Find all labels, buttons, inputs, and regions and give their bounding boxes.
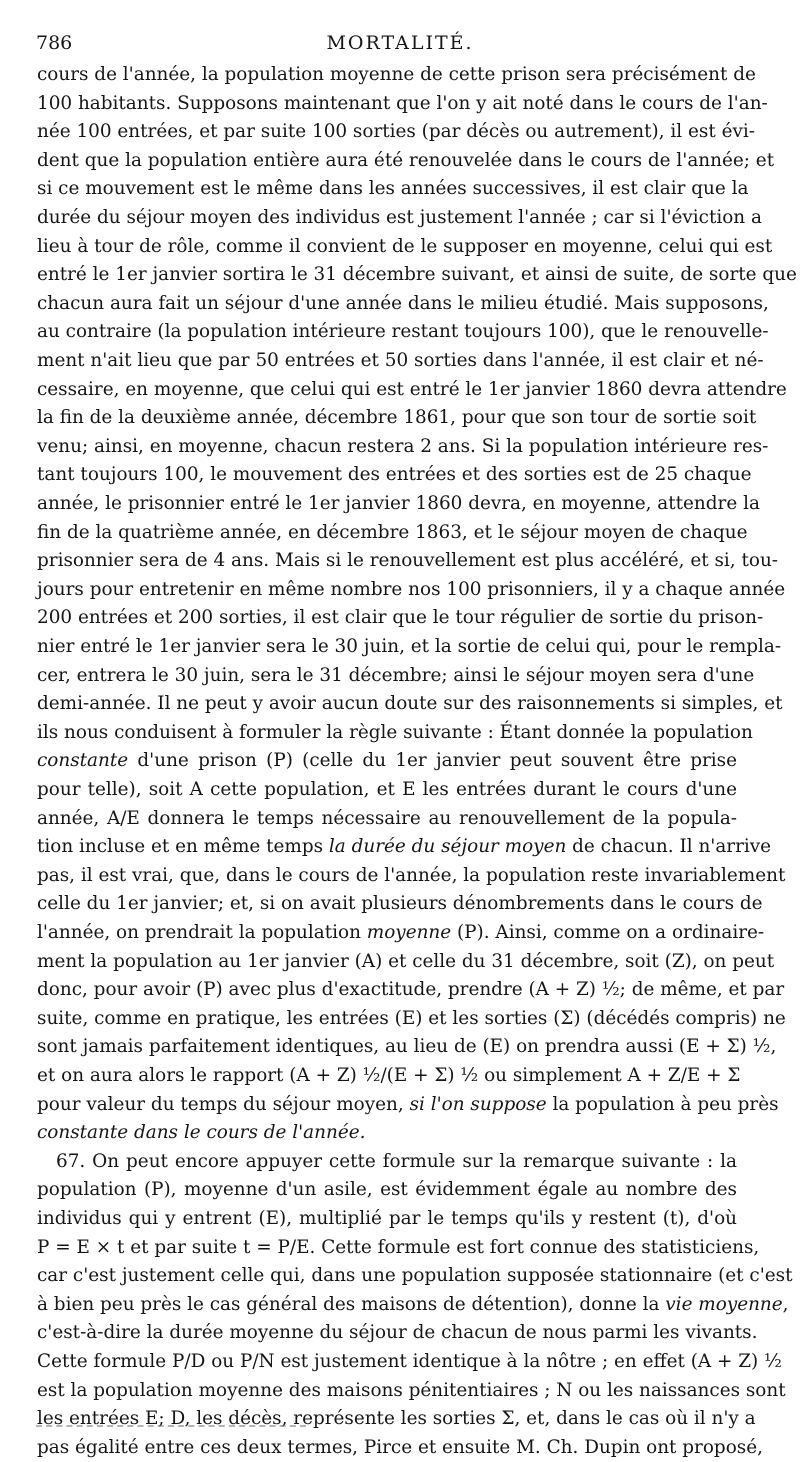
- text-run: de chacun. Il n'arrive: [566, 836, 772, 857]
- text-run: fin de la quatrième année, en décembre 1863, et le séjour moyen de chaque: [37, 522, 748, 543]
- text-line: [37, 661, 755, 690]
- text-line: [56, 1147, 737, 1176]
- text-run: d'une prison (P) (celle du 1er janvier peut souvent être prise: [128, 750, 737, 771]
- text-run: et on aura alors le rapport (A + Z) ½/(E + Σ) ½ ou simplement A + Z/E + Σ: [37, 1065, 741, 1086]
- text-line: [37, 460, 752, 489]
- text-line: [37, 203, 762, 232]
- text-run: (P). Ainsi, comme on a ordinaire-: [451, 922, 765, 943]
- text-line: [37, 918, 765, 947]
- text-run: 67. On peut encore appuyer cette formule sur la remarque suivante : la: [56, 1151, 737, 1172]
- italic-text: vie moyenne: [665, 1294, 783, 1315]
- text-run: individus qui y entrent (E), multiplié par le temps qu'ils y restent (t), d'où: [37, 1208, 737, 1229]
- text-run: cours de l'année, la population moyenne de cette prison sera précisément de: [37, 64, 756, 85]
- text-run: sont jamais parfaitement identiques, au lieu de (E) on prendra aussi (E + Σ) ½,: [37, 1036, 777, 1057]
- text-line: [37, 489, 760, 518]
- text-line: [37, 403, 757, 432]
- text-line: [37, 746, 737, 775]
- text-line: [37, 689, 783, 718]
- text-run: chacun aura fait un séjour d'une année dans le milieu étudié. Mais supposons,: [37, 293, 769, 314]
- text-line: [37, 775, 737, 804]
- text-line: [37, 1233, 760, 1262]
- text-run: année, le prisonnier entré le 1er janvier 1860 devra, en moyenne, attendre la: [37, 493, 760, 514]
- text-line: [37, 1404, 756, 1433]
- text-run: pour telle), soit A cette population, et E les entrées durant le cours d'une: [37, 779, 737, 800]
- text-line: [37, 889, 763, 918]
- text-run: c'est-à-dire la durée moyenne du séjour de chacun de nous parmi les vivants.: [37, 1322, 758, 1343]
- text-run: P = E × t et par suite t = P/E. Cette formule est fort connue des statisticiens,: [37, 1237, 760, 1258]
- text-run: population (P), moyenne d'un asile, est évidemment égale au nombre des: [37, 1179, 737, 1200]
- text-line: [37, 1318, 758, 1347]
- text-run: dent que la population entière aura été renouvelée dans le cours de l'année; et: [37, 150, 775, 171]
- text-run: ,: [782, 1294, 789, 1315]
- text-line: [37, 1261, 793, 1290]
- text-line: [37, 861, 786, 890]
- text-run: année, A/E donnera le temps nécessaire au renouvellement de la popula-: [37, 808, 737, 829]
- text-line: [37, 289, 769, 318]
- text-line: [37, 146, 775, 175]
- text-line: [37, 1004, 786, 1033]
- text-run: les entrées E; D, les décès, représente les sorties Σ, et, dans le cas où il n'y a: [37, 1408, 756, 1429]
- text-line: [37, 575, 786, 604]
- text-run: 100 habitants. Supposons maintenant que l'on y ait noté dans le cours de l'an-: [37, 93, 768, 114]
- text-run: si ce mouvement est le même dans les années successives, il est clair que la: [37, 178, 749, 199]
- text-line: [37, 1376, 786, 1405]
- text-line: [37, 346, 764, 375]
- text-line: [37, 804, 737, 833]
- text-line: [37, 89, 768, 118]
- text-line: [37, 947, 775, 976]
- text-run: donc, pour avoir (P) avec plus d'exactitude, prendre (A + Z) ½; de même, et par: [37, 979, 785, 1000]
- text-run: car c'est justement celle qui, dans une population supposée stationnaire (et c'est: [37, 1265, 793, 1286]
- text-line: [37, 632, 782, 661]
- italic-text: constante: [37, 750, 129, 771]
- text-run: pas, il est vrai, que, dans le cours de l'année, la population reste invariablement: [37, 865, 786, 886]
- text-run: nier entré le 1er janvier sera le 30 juin, et la sortie de celui qui, pour le rempla-: [37, 636, 782, 657]
- text-line: [37, 1090, 779, 1119]
- text-run: celle du 1er janvier; et, si on avait plusieurs dénombrements dans le cours de: [37, 893, 763, 914]
- text-run: tion incluse et en même temps: [37, 836, 329, 857]
- text-run: cessaire, en moyenne, que celui qui est entré le 1er janvier 1860 devra attendre: [37, 379, 787, 400]
- text-run: pas égalité entre ces deux termes, Pirce et ensuite M. Ch. Dupin ont proposé,: [37, 1437, 763, 1458]
- text-line: [37, 260, 797, 289]
- text-run: ment n'ait lieu que par 50 entrées et 50 sorties dans l'année, il est clair et né-: [37, 350, 764, 371]
- text-line: [37, 1032, 777, 1061]
- text-run: pour valeur du temps du séjour moyen,: [37, 1094, 410, 1115]
- text-run: suite, comme en pratique, les entrées (E) et les sorties (Σ) (décédés compris) ne: [37, 1008, 786, 1029]
- footer-rule: [36, 1425, 306, 1427]
- text-line: [37, 518, 748, 547]
- italic-text: moyenne: [366, 922, 452, 943]
- text-line: [37, 117, 755, 146]
- text-run: cer, entrera le 30 juin, sera le 31 décembre; ainsi le séjour moyen sera d'une: [37, 665, 755, 686]
- text-run: Cette formule P/D ou P/N est justement identique à la nôtre ; en effet (A + Z) ½: [37, 1351, 782, 1372]
- text-run: à bien peu près le cas général des maisons de détention), donne la: [37, 1294, 666, 1315]
- italic-text: si l'on suppose: [409, 1094, 547, 1115]
- running-title: MORTALITÉ.: [326, 32, 474, 54]
- text-run: la fin de la deuxième année, décembre 1861, pour que son tour de sortie soit: [37, 407, 757, 428]
- text-line: [37, 1175, 737, 1204]
- italic-text: la durée du séjour moyen: [328, 836, 567, 857]
- text-run: est la population moyenne des maisons pénitentiaires ; N ou les naissances sont: [37, 1380, 786, 1401]
- text-line: [37, 375, 787, 404]
- text-line: [37, 832, 772, 861]
- text-run: prisonnier sera de 4 ans. Mais si le renouvellement est plus accéléré, et si, tou-: [37, 550, 779, 571]
- text-run: tant toujours 100, le mouvement des entrées et des sorties est de 25 chaque: [37, 464, 752, 485]
- text-line: [37, 1433, 763, 1462]
- text-line: [37, 1347, 782, 1376]
- text-line: [37, 432, 769, 461]
- text-line: [37, 603, 764, 632]
- text-line: [37, 1290, 789, 1319]
- text-line: [37, 60, 756, 89]
- text-run: lieu à tour de rôle, comme il convient de le supposer en moyenne, celui qui est: [37, 236, 773, 257]
- text-run: ment la population au 1er janvier (A) et celle du 31 décembre, soit (Z), on peut: [37, 951, 775, 972]
- text-line: [37, 174, 749, 203]
- text-run: au contraire (la population intérieure restant toujours 100), que le renouvelle-: [37, 321, 769, 342]
- text-line: [37, 546, 779, 575]
- text-line: [37, 1061, 741, 1090]
- text-run: 200 entrées et 200 sorties, il est clair que le tour régulier de sortie du prison-: [37, 607, 764, 628]
- text-line: [37, 718, 753, 747]
- text-line: [37, 1204, 737, 1233]
- text-line: [37, 1118, 737, 1147]
- text-run: demi-année. Il ne peut y avoir aucun doute sur des raisonnements si simples, et: [37, 693, 783, 714]
- italic-text: constante dans le cours de l'année.: [37, 1122, 366, 1143]
- text-line: [37, 975, 785, 1004]
- page-number: 786: [36, 32, 73, 54]
- text-run: jours pour entretenir en même nombre nos 100 prisonniers, il y a chaque année: [37, 579, 786, 600]
- text-run: l'année, on prendrait la population: [37, 922, 367, 943]
- text-line: [37, 317, 769, 346]
- text-line: [37, 232, 773, 261]
- text-run: venu; ainsi, en moyenne, chacun restera 2 ans. Si la population intérieure res-: [37, 436, 769, 457]
- text-run: ils nous conduisent à formuler la règle suivante : Étant donnée la population: [37, 722, 753, 743]
- text-run: née 100 entrées, et par suite 100 sorties (par décès ou autrement), il est évi-: [37, 121, 755, 142]
- text-run: entré le 1er janvier sortira le 31 décembre suivant, et ainsi de suite, de sorte que: [37, 264, 797, 285]
- text-run: durée du séjour moyen des individus est justement l'année ; car si l'éviction a: [37, 207, 762, 228]
- text-run: la population à peu près: [546, 1094, 779, 1115]
